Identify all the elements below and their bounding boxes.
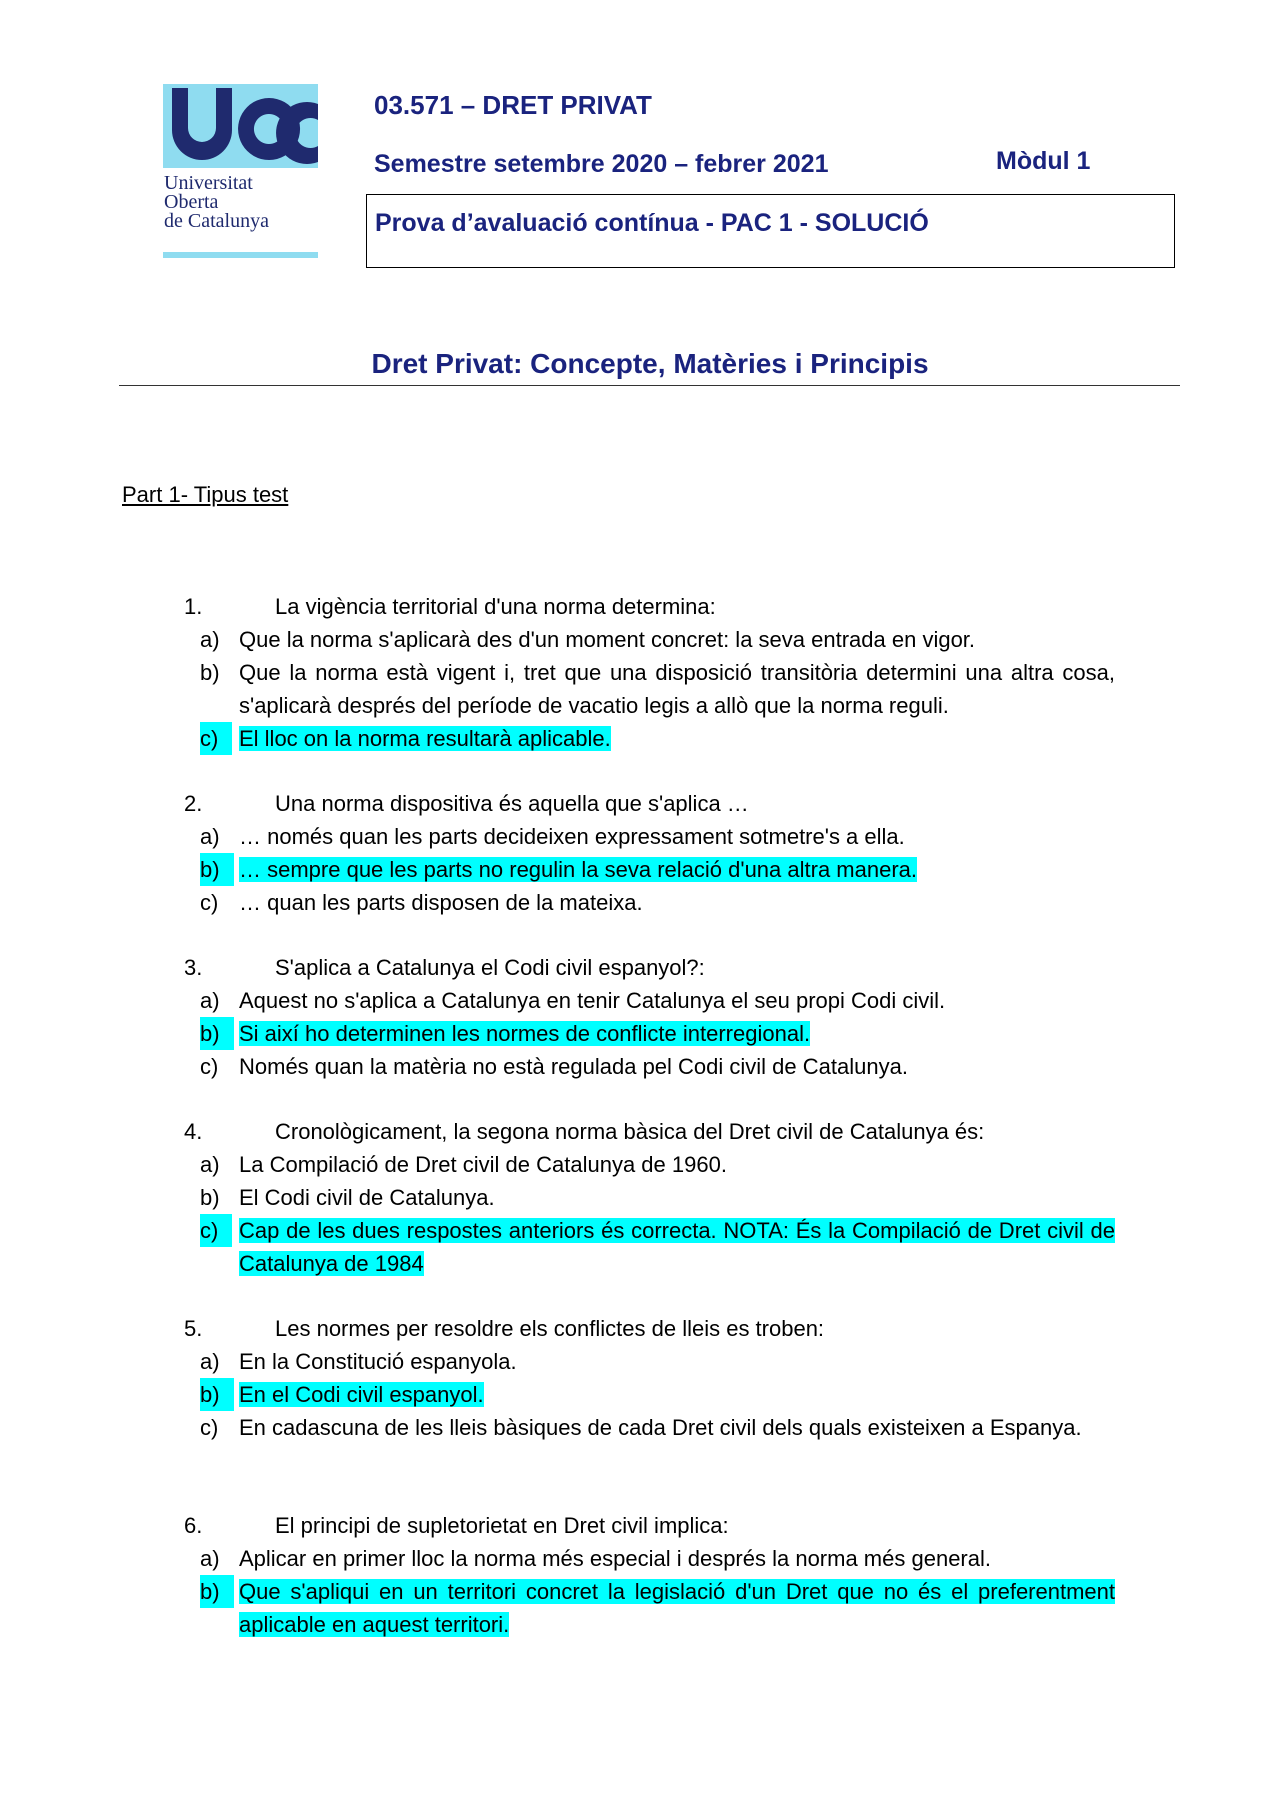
question-text: La vigència territorial d'una norma determina: — [275, 594, 716, 619]
question-3 — [180, 951, 1115, 1083]
option-a: a) Que la norma s'aplicarà des d'un moment concret: la seva entrada en vigor. — [200, 627, 976, 652]
uoc-logo — [163, 84, 318, 259]
option-a: a) Aquest no s'aplica a Catalunya en tenir Catalunya el seu propi Codi civil. — [200, 988, 946, 1013]
question-text: El principi de supletorietat en Dret civil implica: — [275, 1513, 729, 1538]
option-c: c) Només quan la matèria no està regulada pel Codi civil de Catalunya. — [200, 1054, 908, 1079]
title-divider — [119, 385, 1180, 386]
option-c: c) En cadascuna de les lleis bàsiques de cada Dret civil dels quals existeixen a Espanya. — [200, 1415, 1082, 1440]
option-b-correct: b) Que s'apliqui en un territori concret la legislació d'un Dret que no és el preferentment aplicable en aquest territori. — [180, 1575, 1115, 1641]
question-2 — [180, 787, 1115, 919]
question-number: 2. — [184, 791, 203, 816]
part-heading: Part 1- Tipus test — [122, 482, 289, 507]
option-c-correct: c) Cap de les dues respostes anteriors és correcta. NOTA: És la Compilació de Dret civil de Catalunya de 1984 — [180, 1214, 1115, 1280]
option-b: b) Que la norma està vigent i, tret que una disposició transitòria determini una altra cosa, s'aplicarà després del període de vacatio legis a allò que la norma reguli. — [200, 660, 1115, 718]
option-c-correct: c) El lloc on la norma resultarà aplicable. — [180, 722, 1115, 755]
semester-label: Semestre setembre 2020 – febrer 2021 — [374, 150, 829, 178]
module-label: Mòdul 1 — [996, 147, 1091, 175]
question-1 — [180, 590, 1115, 755]
question-number: 3. — [184, 955, 203, 980]
document-title: Dret Privat: Concepte, Matèries i Principis — [371, 348, 929, 379]
logo-name-line: de Catalunya — [164, 210, 269, 232]
option-a: a) En la Constitució espanyola. — [200, 1349, 517, 1374]
logo-university-name — [164, 174, 324, 231]
option-b-correct: b) Si així ho determinen les normes de conflicte interregional. — [180, 1017, 1115, 1050]
question-text: Cronològicament, la segona norma bàsica del Dret civil de Catalunya és: — [275, 1119, 985, 1144]
question-5 — [180, 1312, 1115, 1444]
question-number: 5. — [184, 1316, 203, 1341]
question-text: Una norma dispositiva és aquella que s'aplica … — [275, 791, 749, 816]
logo-name-line: Universitat — [164, 172, 253, 194]
option-a: a) La Compilació de Dret civil de Catalunya de 1960. — [200, 1152, 727, 1177]
option-a: a) Aplicar en primer lloc la norma més especial i després la norma més general. — [200, 1546, 991, 1571]
option-b-correct: b) En el Codi civil espanyol. — [180, 1378, 1115, 1411]
question-number: 4. — [184, 1119, 203, 1144]
question-number: 1. — [184, 594, 203, 619]
assessment-title: Prova d’avaluació contínua - PAC 1 - SOLUCIÓ — [375, 209, 929, 237]
option-c: c) … quan les parts disposen de la mateixa. — [200, 890, 643, 915]
logo-name-line: Oberta — [164, 191, 219, 213]
question-text: Les normes per resoldre els conflictes de lleis es troben: — [275, 1316, 825, 1341]
question-4 — [180, 1115, 1115, 1280]
option-b-correct: b) … sempre que les parts no regulin la seva relació d'una altra manera. — [180, 853, 1115, 886]
assessment-box — [366, 194, 1175, 268]
option-a: a) … només quan les parts decideixen expressament sotmetre's a ella. — [200, 824, 905, 849]
logo-letters-graphic — [166, 84, 318, 164]
course-title: 03.571 – DRET PRIVAT — [374, 90, 652, 120]
logo-underline — [163, 252, 318, 258]
option-b: b) El Codi civil de Catalunya. — [200, 1185, 495, 1210]
question-text: S'aplica a Catalunya el Codi civil espanyol?: — [275, 955, 705, 980]
question-number: 6. — [184, 1513, 203, 1538]
question-6 — [180, 1509, 1115, 1641]
